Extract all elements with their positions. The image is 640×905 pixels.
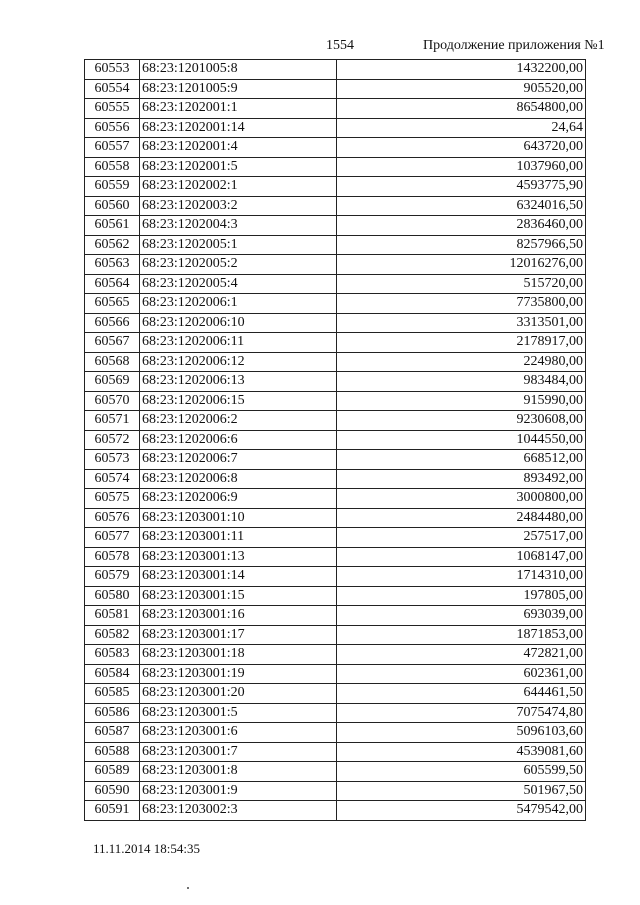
cadastral-value-cell: 893492,00 [337, 469, 586, 489]
cadastral-number-cell: 68:23:1203001:16 [140, 606, 337, 626]
row-number-cell: 60571 [85, 411, 140, 431]
cadastral-number-cell: 68:23:1203001:11 [140, 528, 337, 548]
table-row [85, 625, 586, 645]
cadastral-number-cell: 68:23:1202006:8 [140, 469, 337, 489]
cadastral-number-cell: 68:23:1202004:3 [140, 216, 337, 236]
cadastral-number-cell: 68:23:1203001:9 [140, 781, 337, 801]
cadastral-number-cell: 68:23:1202006:9 [140, 489, 337, 509]
cadastral-value-cell: 515720,00 [337, 274, 586, 294]
table-row [85, 333, 586, 353]
table-row [85, 118, 586, 138]
cadastral-number-cell: 68:23:1203001:7 [140, 742, 337, 762]
row-number-cell: 60562 [85, 235, 140, 255]
cadastral-value-cell: 7735800,00 [337, 294, 586, 314]
cadastral-value-cell: 668512,00 [337, 450, 586, 470]
table-row [85, 313, 586, 333]
row-number-cell: 60563 [85, 255, 140, 275]
row-number-cell: 60581 [85, 606, 140, 626]
table-row [85, 606, 586, 626]
row-number-cell: 60584 [85, 664, 140, 684]
cadastral-value-cell: 501967,50 [337, 781, 586, 801]
table-row [85, 645, 586, 665]
cadastral-value-cell: 644461,50 [337, 684, 586, 704]
table-row [85, 703, 586, 723]
row-number-cell: 60588 [85, 742, 140, 762]
cadastral-number-cell: 68:23:1202006:6 [140, 430, 337, 450]
cadastral-value-cell: 3313501,00 [337, 313, 586, 333]
table-row [85, 781, 586, 801]
cadastral-value-cell: 693039,00 [337, 606, 586, 626]
row-number-cell: 60569 [85, 372, 140, 392]
cadastral-number-cell: 68:23:1202001:1 [140, 99, 337, 119]
table-row [85, 742, 586, 762]
cadastral-value-cell: 3000800,00 [337, 489, 586, 509]
table-row [85, 664, 586, 684]
cadastral-value-cell: 1044550,00 [337, 430, 586, 450]
row-number-cell: 60586 [85, 703, 140, 723]
row-number-cell: 60557 [85, 138, 140, 158]
cadastral-value-cell: 197805,00 [337, 586, 586, 606]
cadastral-value-cell: 983484,00 [337, 372, 586, 392]
table-row [85, 216, 586, 236]
cadastral-number-cell: 68:23:1202006:13 [140, 372, 337, 392]
cadastral-number-cell: 68:23:1201005:9 [140, 79, 337, 99]
row-number-cell: 60589 [85, 762, 140, 782]
cadastral-number-cell: 68:23:1202002:1 [140, 177, 337, 197]
row-number-cell: 60554 [85, 79, 140, 99]
table-row [85, 508, 586, 528]
row-number-cell: 60561 [85, 216, 140, 236]
cadastral-number-cell: 68:23:1202006:7 [140, 450, 337, 470]
row-number-cell: 60576 [85, 508, 140, 528]
cadastral-value-cell: 257517,00 [337, 528, 586, 548]
cadastral-value-cell: 2484480,00 [337, 508, 586, 528]
row-number-cell: 60560 [85, 196, 140, 216]
row-number-cell: 60585 [85, 684, 140, 704]
cadastral-number-cell: 68:23:1203001:10 [140, 508, 337, 528]
table-row [85, 352, 586, 372]
cadastral-number-cell: 68:23:1201005:8 [140, 60, 337, 80]
cadastral-number-cell: 68:23:1203001:19 [140, 664, 337, 684]
cadastral-number-cell: 68:23:1203001:17 [140, 625, 337, 645]
cadastral-number-cell: 68:23:1202005:4 [140, 274, 337, 294]
cadastral-value-cell: 5096103,60 [337, 723, 586, 743]
row-number-cell: 60579 [85, 567, 140, 587]
table-row [85, 157, 586, 177]
cadastral-value-cell: 915990,00 [337, 391, 586, 411]
row-number-cell: 60580 [85, 586, 140, 606]
print-timestamp: 11.11.2014 18:54:35 [93, 841, 201, 856]
cadastral-number-cell: 68:23:1202005:1 [140, 235, 337, 255]
table-body [85, 60, 586, 821]
cadastral-number-cell: 68:23:1202001:14 [140, 118, 337, 138]
cadastral-value-cell: 12016276,00 [337, 255, 586, 275]
cadastral-value-cell: 2836460,00 [337, 216, 586, 236]
cadastral-value-cell: 1871853,00 [337, 625, 586, 645]
cadastral-value-cell: 905520,00 [337, 79, 586, 99]
page-number: 1554 [326, 38, 354, 53]
cadastral-value-cell: 1068147,00 [337, 547, 586, 567]
cadastral-number-cell: 68:23:1203001:8 [140, 762, 337, 782]
table-row [85, 79, 586, 99]
row-number-cell: 60591 [85, 801, 140, 821]
row-number-cell: 60566 [85, 313, 140, 333]
table-row [85, 469, 586, 489]
row-number-cell: 60573 [85, 450, 140, 470]
table-row [85, 138, 586, 158]
table-row [85, 430, 586, 450]
cadastral-number-cell: 68:23:1203001:6 [140, 723, 337, 743]
appendix-title: Продолжение приложения №1 [423, 38, 605, 53]
row-number-cell: 60558 [85, 157, 140, 177]
cadastral-value-cell: 1714310,00 [337, 567, 586, 587]
row-number-cell: 60574 [85, 469, 140, 489]
table-row [85, 255, 586, 275]
row-number-cell: 60587 [85, 723, 140, 743]
cadastral-value-cell: 4539081,60 [337, 742, 586, 762]
row-number-cell: 60583 [85, 645, 140, 665]
cadastral-value-cell: 1037960,00 [337, 157, 586, 177]
cadastral-value-cell: 472821,00 [337, 645, 586, 665]
cadastral-value-cell: 224980,00 [337, 352, 586, 372]
row-number-cell: 60567 [85, 333, 140, 353]
cadastral-value-cell: 2178917,00 [337, 333, 586, 353]
row-number-cell: 60565 [85, 294, 140, 314]
table-row [85, 723, 586, 743]
cadastral-number-cell: 68:23:1202005:2 [140, 255, 337, 275]
cadastral-value-cell: 643720,00 [337, 138, 586, 158]
table-row [85, 489, 586, 509]
cadastral-value-cell: 7075474,80 [337, 703, 586, 723]
cadastral-value-cell: 8654800,00 [337, 99, 586, 119]
table-row [85, 762, 586, 782]
table-row [85, 684, 586, 704]
row-number-cell: 60575 [85, 489, 140, 509]
cadastral-number-cell: 68:23:1203001:18 [140, 645, 337, 665]
row-number-cell: 60564 [85, 274, 140, 294]
cadastral-number-cell: 68:23:1202006:11 [140, 333, 337, 353]
row-number-cell: 60559 [85, 177, 140, 197]
cadastral-value-cell: 6324016,50 [337, 196, 586, 216]
table-row [85, 372, 586, 392]
cadastral-number-cell: 68:23:1202006:2 [140, 411, 337, 431]
data-table [84, 59, 586, 821]
row-number-cell: 60568 [85, 352, 140, 372]
row-number-cell: 60553 [85, 60, 140, 80]
table-row [85, 391, 586, 411]
cadastral-number-cell: 68:23:1203002:3 [140, 801, 337, 821]
row-number-cell: 60577 [85, 528, 140, 548]
table-row [85, 99, 586, 119]
row-number-cell: 60590 [85, 781, 140, 801]
table-row [85, 547, 586, 567]
cadastral-value-cell: 4593775,90 [337, 177, 586, 197]
cadastral-value-cell: 1432200,00 [337, 60, 586, 80]
table-row [85, 274, 586, 294]
cadastral-number-cell: 68:23:1202006:15 [140, 391, 337, 411]
table-row [85, 801, 586, 821]
cadastral-value-cell: 5479542,00 [337, 801, 586, 821]
table-row [85, 411, 586, 431]
table-row [85, 196, 586, 216]
table-row [85, 528, 586, 548]
cadastral-number-cell: 68:23:1203001:13 [140, 547, 337, 567]
row-number-cell: 60556 [85, 118, 140, 138]
row-number-cell: 60570 [85, 391, 140, 411]
cadastral-value-cell: 24,64 [337, 118, 586, 138]
row-number-cell: 60582 [85, 625, 140, 645]
cadastral-number-cell: 68:23:1202006:1 [140, 294, 337, 314]
cadastral-number-cell: 68:23:1202001:4 [140, 138, 337, 158]
cadastral-number-cell: 68:23:1202006:12 [140, 352, 337, 372]
cadastral-value-cell: 9230608,00 [337, 411, 586, 431]
row-number-cell: 60578 [85, 547, 140, 567]
row-number-cell: 60572 [85, 430, 140, 450]
table-row [85, 450, 586, 470]
table-row [85, 567, 586, 587]
cadastral-value-cell: 602361,00 [337, 664, 586, 684]
row-number-cell: 60555 [85, 99, 140, 119]
cadastral-number-cell: 68:23:1203001:14 [140, 567, 337, 587]
cadastral-number-cell: 68:23:1202001:5 [140, 157, 337, 177]
cadastral-value-cell: 605599,50 [337, 762, 586, 782]
scan-speck [187, 887, 189, 889]
cadastral-number-cell: 68:23:1203001:20 [140, 684, 337, 704]
cadastral-value-cell: 8257966,50 [337, 235, 586, 255]
table-row [85, 60, 586, 80]
table-row [85, 235, 586, 255]
table-row [85, 177, 586, 197]
cadastral-number-cell: 68:23:1203001:15 [140, 586, 337, 606]
table-row [85, 294, 586, 314]
cadastral-number-cell: 68:23:1202006:10 [140, 313, 337, 333]
cadastral-number-cell: 68:23:1203001:5 [140, 703, 337, 723]
cadastral-number-cell: 68:23:1202003:2 [140, 196, 337, 216]
table-row [85, 586, 586, 606]
